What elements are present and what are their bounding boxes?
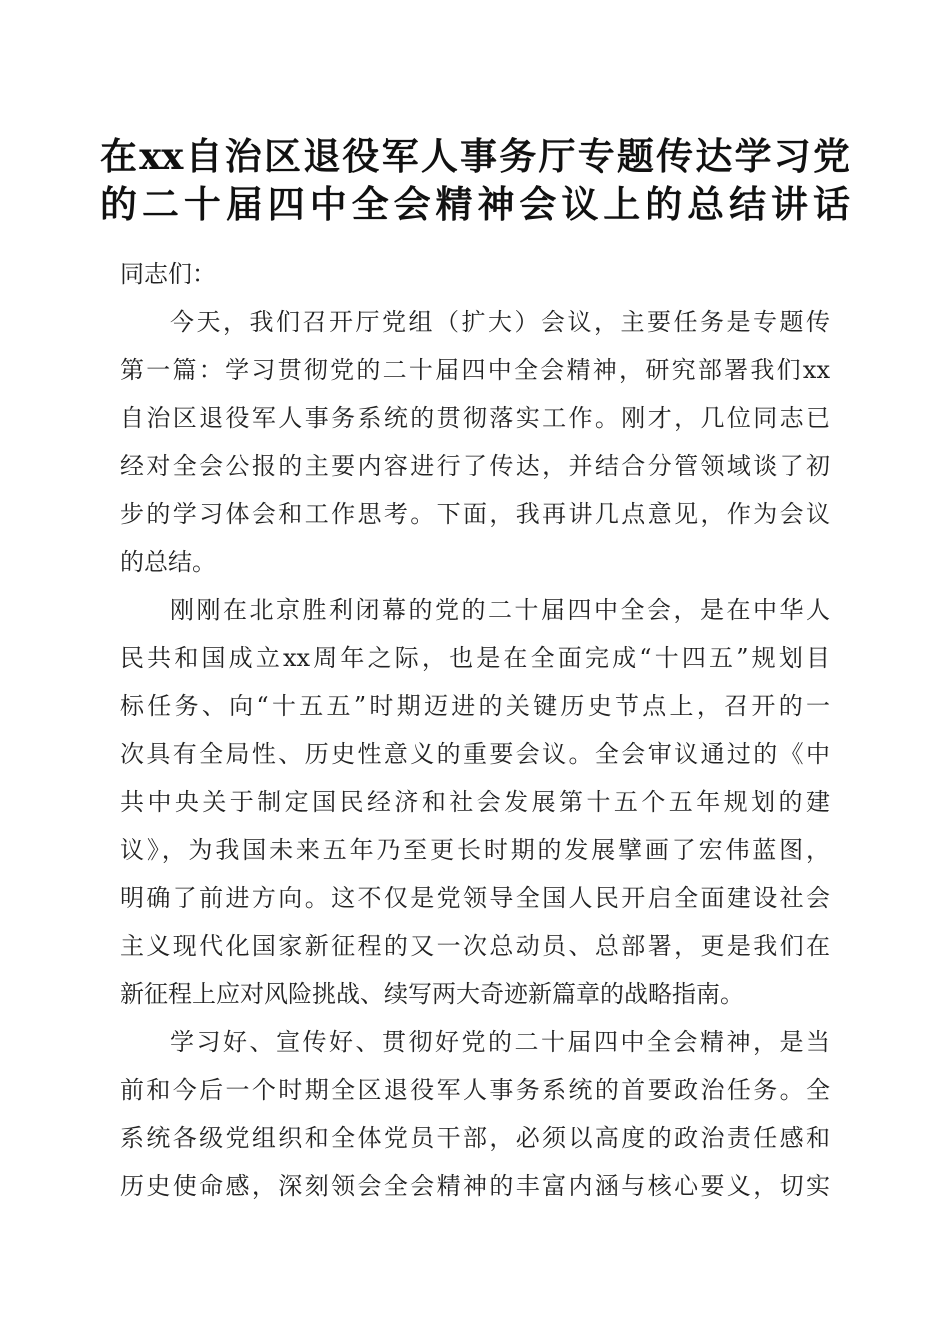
paragraph-line: 次具有全局性、历史性意义的重要会议。全会审议通过的《中 — [120, 740, 830, 768]
paragraph-line: 主义现代化国家新征程的又一次总动员、总部署，更是我们在 — [120, 932, 830, 960]
paragraph-line: 自治区退役军人事务系统的贯彻落实工作。刚才，几位同志已 — [120, 404, 830, 432]
title-line: 在xx自治区退役军人事务厅专题传达学习党 — [100, 134, 850, 178]
salutation: 同志们： — [120, 260, 216, 288]
paragraph-line: 的总结。 — [120, 548, 216, 576]
paragraph-line: 学习好、宣传好、贯彻好党的二十届四中全会精神，是当 — [170, 1028, 830, 1056]
title-line: 的二十届四中全会精神会议上的总结讲话 — [100, 182, 850, 226]
paragraph-line: 标任务、向“十五五”时期迈进的关键历史节点上，召开的一 — [120, 692, 830, 720]
paragraph-line: 今天，我们召开厅党组（扩大）会议，主要任务是专题传 — [170, 308, 830, 336]
paragraph-line: 第一篇：学习贯彻党的二十届四中全会精神，研究部署我们xx — [120, 356, 830, 384]
paragraph-line: 刚刚在北京胜利闭幕的党的二十届四中全会，是在中华人 — [170, 596, 830, 624]
paragraph-line: 共中央关于制定国民经济和社会发展第十五个五年规划的建 — [120, 788, 830, 816]
paragraph-line: 前和今后一个时期全区退役军人事务系统的首要政治任务。全 — [120, 1076, 830, 1104]
paragraph — [120, 1018, 830, 1210]
document-body — [120, 250, 830, 1210]
document-title — [100, 132, 850, 228]
paragraph-line: 明确了前进方向。这不仅是党领导全国人民开启全面建设社会 — [120, 884, 830, 912]
paragraph — [120, 586, 830, 1018]
paragraph — [120, 298, 830, 586]
paragraph-line: 步的学习体会和工作思考。下面，我再讲几点意见，作为会议 — [120, 500, 830, 528]
paragraph-line: 民共和国成立xx周年之际，也是在全面完成“十四五”规划目 — [120, 644, 830, 672]
paragraph-line: 新征程上应对风险挑战、续写两大奇迹新篇章的战略指南。 — [120, 980, 744, 1008]
paragraph-line: 系统各级党组织和全体党员干部，必须以高度的政治责任感和 — [120, 1124, 830, 1152]
paragraph-line: 经对全会公报的主要内容进行了传达，并结合分管领域谈了初 — [120, 452, 830, 480]
paragraph-line: 议》，为我国未来五年乃至更长时期的发展擘画了宏伟蓝图， — [120, 836, 830, 864]
paragraph-line: 历史使命感，深刻领会全会精神的丰富内涵与核心要义，切实 — [120, 1172, 830, 1200]
